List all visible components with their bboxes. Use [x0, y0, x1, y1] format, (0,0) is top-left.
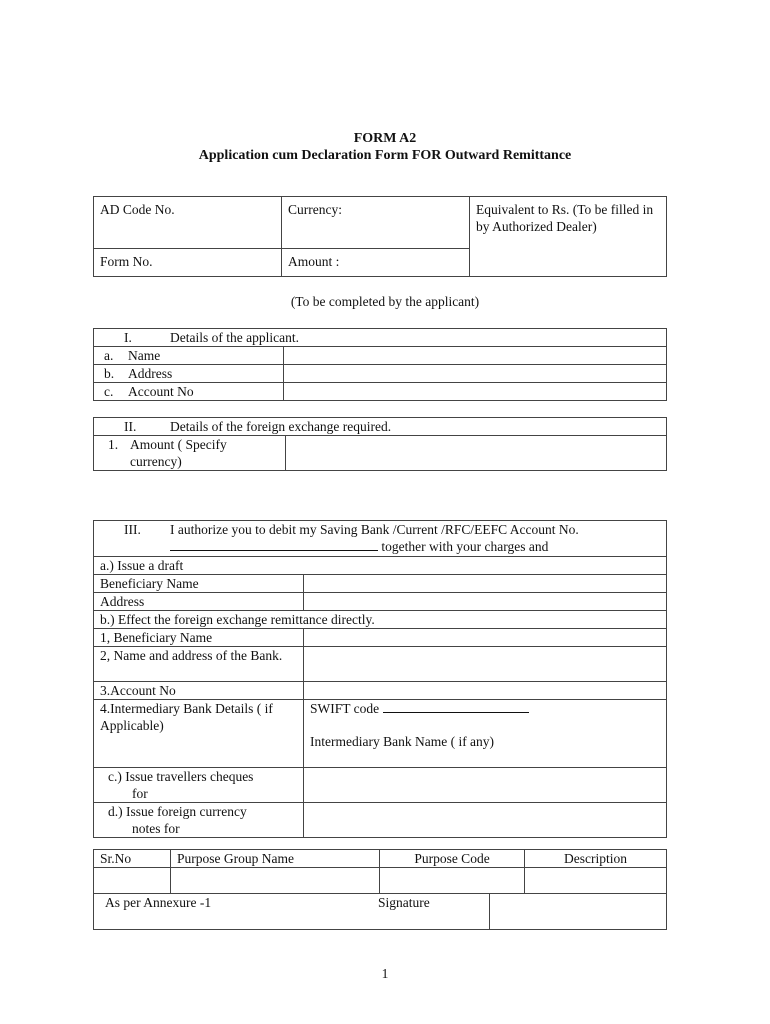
amount-cell — [282, 249, 470, 277]
name-field[interactable] — [284, 347, 667, 365]
amount-specify-field[interactable] — [286, 436, 667, 471]
draft-beneficiary-label-cell — [94, 575, 304, 593]
header-description — [525, 850, 667, 868]
remit-beneficiary-field[interactable] — [304, 629, 667, 647]
foreign-notes-field[interactable] — [304, 803, 667, 838]
bank-name-address-label: 2, Name and address of the Bank. — [100, 648, 283, 663]
section2-title: Details of the foreign exchange required. — [170, 419, 392, 434]
swift-code-blank[interactable] — [383, 700, 529, 713]
header-purpose-group — [171, 850, 380, 868]
section1-table — [93, 328, 667, 401]
draft-beneficiary-label: Beneficiary Name — [100, 576, 199, 591]
travellers-cheques-label-cont: for — [132, 786, 148, 801]
amount-specify-cell — [94, 436, 286, 471]
amount-specify-label-cont: currency) — [130, 454, 182, 469]
remit-beneficiary-label: 1, Beneficiary Name — [100, 630, 213, 645]
purpose-table — [93, 849, 667, 894]
draft-address-label: Address — [100, 594, 145, 609]
address-label: Address — [128, 366, 173, 381]
equivalent-label: Equivalent to Rs. (To be filled in by Authorized Dealer) — [476, 202, 654, 234]
draft-address-field[interactable] — [304, 593, 667, 611]
section3-charges-text: together with your charges and — [378, 539, 549, 554]
form-no-cell — [94, 249, 282, 277]
draft-beneficiary-field[interactable] — [304, 575, 667, 593]
form-no-label: Form No. — [100, 254, 153, 269]
section3-table — [93, 520, 667, 838]
top-info-table — [93, 196, 667, 277]
address-letter: b. — [104, 366, 115, 381]
amount-specify-label: Amount ( Specify — [130, 437, 227, 452]
intermediary-label: 4.Intermediary Bank Details ( if Applicable) — [100, 701, 273, 733]
name-label-cell — [94, 347, 284, 365]
foreign-notes-label-cell — [94, 803, 304, 838]
account-field[interactable] — [284, 383, 667, 401]
account-letter: c. — [104, 384, 114, 399]
sr-no-field[interactable] — [94, 868, 171, 894]
remit-account-label: 3.Account No — [100, 683, 176, 698]
header-purpose-group-label: Purpose Group Name — [177, 851, 294, 866]
section3-num: III. — [124, 522, 141, 537]
form-number: FORM A2 — [353, 131, 417, 146]
form-title: Application cum Declaration Form FOR Outward Remittance — [198, 148, 572, 163]
applicant-note: (To be completed by the applicant) — [290, 294, 480, 309]
equivalent-cell — [470, 197, 667, 277]
header-purpose-code — [380, 850, 525, 868]
header-sr-no-label: Sr.No — [100, 851, 132, 866]
header-purpose-code-label: Purpose Code — [414, 851, 490, 866]
section3-authorize-text: I authorize you to debit my Saving Bank /Current /RFC/EEFC Account No. — [170, 522, 579, 537]
foreign-notes-label-cont: notes for — [132, 821, 180, 836]
section1-title: Details of the applicant. — [170, 330, 299, 345]
purpose-group-field[interactable] — [171, 868, 380, 894]
remit-directly-label: b.) Effect the foreign exchange remittance directly. — [100, 612, 375, 627]
page-number: 1 — [381, 966, 389, 981]
name-letter: a. — [104, 348, 114, 363]
swift-code-label: SWIFT code — [310, 701, 380, 716]
description-field[interactable] — [525, 868, 667, 894]
intermediary-label-cell — [94, 700, 304, 768]
section1-header — [94, 329, 667, 347]
address-field[interactable] — [284, 365, 667, 383]
bank-name-address-field[interactable] — [304, 647, 667, 682]
remit-account-label-cell — [94, 682, 304, 700]
remit-directly-row — [94, 611, 667, 629]
account-label: Account No — [128, 384, 194, 399]
intermediary-bank-name-label: Intermediary Bank Name ( if any) — [310, 734, 495, 749]
remit-beneficiary-label-cell — [94, 629, 304, 647]
annexure-label: As per Annexure -1 — [105, 895, 212, 910]
section3-header — [94, 521, 667, 557]
issue-draft-row — [94, 557, 667, 575]
amount-specify-num: 1. — [108, 437, 119, 452]
section2-num: II. — [124, 419, 137, 434]
ad-code-cell — [94, 197, 282, 249]
section1-num: I. — [124, 330, 132, 345]
intermediary-details-cell — [304, 700, 667, 768]
travellers-cheques-field[interactable] — [304, 768, 667, 803]
header-description-label: Description — [564, 851, 627, 866]
name-label: Name — [128, 348, 161, 363]
currency-cell — [282, 197, 470, 249]
currency-label: Currency: — [288, 202, 342, 217]
remit-account-field[interactable] — [304, 682, 667, 700]
issue-draft-label: a.) Issue a draft — [100, 558, 184, 573]
amount-label: Amount : — [288, 254, 340, 269]
travellers-cheques-label-cell — [94, 768, 304, 803]
travellers-cheques-label: c.) Issue travellers cheques — [108, 769, 254, 784]
section2-table — [93, 417, 667, 471]
address-label-cell — [94, 365, 284, 383]
ad-code-label: AD Code No. — [100, 202, 175, 217]
account-number-blank[interactable] — [170, 538, 378, 551]
signature-label: Signature — [378, 895, 430, 910]
account-label-cell — [94, 383, 284, 401]
purpose-code-field[interactable] — [380, 868, 525, 894]
foreign-notes-label: d.) Issue foreign currency — [108, 804, 247, 819]
draft-address-label-cell — [94, 593, 304, 611]
section2-header — [94, 418, 667, 436]
signature-field[interactable] — [490, 894, 665, 929]
header-sr-no — [94, 850, 171, 868]
bank-name-address-label-cell — [94, 647, 304, 682]
